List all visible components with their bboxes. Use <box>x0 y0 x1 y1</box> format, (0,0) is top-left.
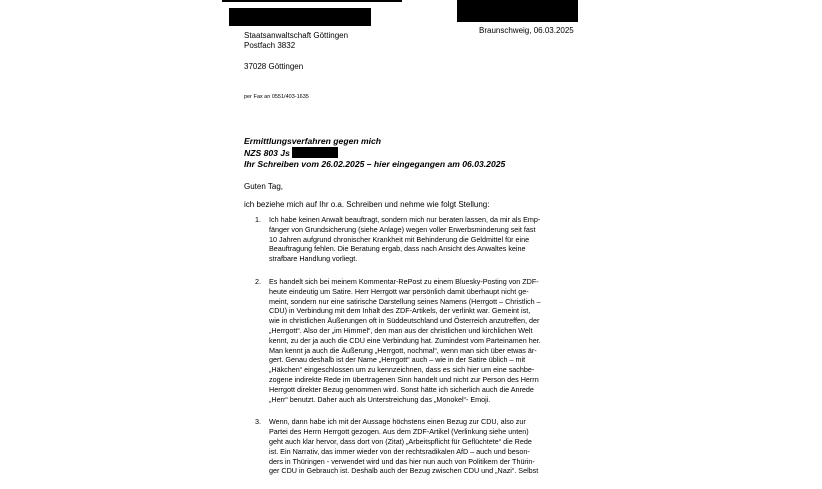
text-line: ger CDU in Gebrauch ist. Deshalb auch der Bezug zwischen CDU und „Nazi“. Selbst <box>269 466 539 476</box>
list-item-number: 1. <box>255 215 261 224</box>
recipient-line: Postfach 3832 <box>244 41 296 50</box>
numbered-list <box>244 215 564 489</box>
text-line: kennt, zu der ja auch die CDU eine Verbindung hat. Zumindest vom Parteinamen her. <box>269 335 541 345</box>
text-line: Beauftragung fehlen. Die Beratung ergab, dass nach Ansicht des Anwaltes keine <box>269 244 526 254</box>
text-line: Man kennt ja auch die Äußerung „Herrgott, nochmal“, wenn man sich über etwas är- <box>269 345 537 355</box>
redaction-case-number <box>292 147 338 158</box>
list-item-number: 2. <box>255 276 261 286</box>
recipient-line: Staatsanwaltschaft Göttingen <box>244 31 349 40</box>
text-line: ders in Thüringen - verwendet wird und das hier nun auch von Politikern der Thürin- <box>269 456 535 466</box>
text-line: CDU) in Verbindung mit dem Inhalt des ZDF-Artikels, der verlinkt war. Gemeint ist, <box>269 306 531 316</box>
text-line: zogene indirekte Rede im übertragenen Sinn handelt und nicht zur Person des Herrn <box>269 374 539 384</box>
text-line: ist. Ein Narrativ, das immer wieder von der rechtsradikalen AfD – auch und beson- <box>269 446 530 456</box>
text-line: strafbare Handlung vorliegt. <box>269 254 358 264</box>
recipient-line: 37028 Göttingen <box>244 62 304 71</box>
case-number: NZS 803 Js <box>244 148 290 158</box>
redaction-sender <box>229 8 371 26</box>
list-item-text <box>269 417 564 476</box>
text-line: heute eindeutig um Satire. Herr Herrgott war persönlich damit überhaupt nicht ge- <box>269 286 529 296</box>
greeting: Guten Tag, <box>244 182 283 191</box>
list-item <box>244 215 564 264</box>
text-line: „Herrgott“. Also der „im Himmel“, den man aus der christlichen und kirchlichen Welt <box>269 325 533 335</box>
list-item-text <box>269 215 564 264</box>
subject-line <box>244 147 505 159</box>
text-line: wie in christlichen Äußerungen oft in Süddeutschland und Österreich anzutreffen, der <box>269 316 540 326</box>
subject-line: Ihr Schreiben vom 26.02.2025 – hier eingegangen am 06.03.2025 <box>244 159 506 169</box>
text-line: „Herr“ benutzt. Daher auch als Unterstreichung das „Monokel“- Emoji. <box>269 394 491 404</box>
letter-date: Braunschweig, 06.03.2025 <box>479 26 574 35</box>
list-item <box>244 277 564 404</box>
list-item <box>244 417 564 476</box>
text-line: fänger von Grundsicherung (siehe Anlage) wegen voller Erwerbsminderung seit fast <box>269 224 536 234</box>
list-item-text <box>269 277 564 404</box>
intro-paragraph: ich beziehe mich auf Ihr o.a. Schreiben und nehme wie folgt Stellung: <box>244 200 490 209</box>
text-line: „Häkchen“ eingeschlossen um zu kennzeichnen, dass es sich hier um eine sachbe- <box>269 365 535 375</box>
subject-block <box>244 136 505 170</box>
recipient-address <box>244 31 348 72</box>
text-line: geht auch klar hervor, dass dort von (Zitat) „Arbeitspflicht für Geflüchtete“ die Rede <box>269 436 532 446</box>
subject-line: Ermittlungsverfahren gegen mich <box>244 136 382 146</box>
redaction-bar <box>222 0 402 2</box>
text-line: meint, sondern nur eine satirische Darstellung seines Namens (Herrgott – Christlich – <box>269 296 541 306</box>
text-line: Partei des Herrn Herrgott gezogen. Aus dem ZDF-Artikel (Verlinkung siehe unten) <box>269 427 529 437</box>
text-line: Wenn, dann habe ich mit der Aussage höchstens einen Bezug zur CDU, also zur <box>269 417 526 427</box>
text-line: 10 Jahren aufgrund chronischer Krankheit mit Behinderung die Geldmittel für eine <box>269 234 530 244</box>
fax-note: per Fax an 0551/403-1635 <box>244 94 309 100</box>
text-line: Herrgott direkter Bezug genommen wird. Sonst hätte ich sicherlich auch die Anrede <box>269 384 534 394</box>
redaction-sender-address <box>457 0 578 22</box>
text-line: gert. Genau deshalb ist der Name „Herrgott“ auch – wie in der Satire üblich – mit <box>269 355 526 365</box>
text-line: Ich habe keinen Anwalt beauftragt, sondern mich nur beraten lassen, da mir als Emp- <box>269 215 541 224</box>
text-line: Es handelt sich bei meinem Kommentar-RePost zu einem Bluesky-Posting von ZDF- <box>269 276 539 286</box>
list-item-number: 3. <box>255 417 261 427</box>
